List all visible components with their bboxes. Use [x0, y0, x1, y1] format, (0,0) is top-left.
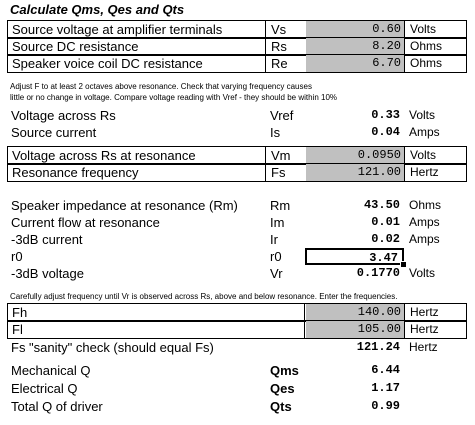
row-label: Voltage across Rs — [11, 108, 116, 123]
input-label: Speaker voice coil DC resistance — [12, 56, 203, 71]
row-label: Total Q of driver — [11, 399, 103, 414]
sheet-title: Calculate Qms, Qes and Qts — [10, 2, 185, 17]
row-symbol: Qts — [270, 399, 292, 414]
vs-input-cell[interactable]: 0.60 — [306, 21, 405, 38]
vref-value[interactable]: 0.33 — [371, 108, 400, 122]
ir-value[interactable]: 0.02 — [371, 232, 400, 246]
qts-value[interactable]: 0.99 — [371, 399, 400, 413]
sanity-value[interactable]: 121.24 — [356, 340, 400, 354]
input-label: Source voltage at amplifier terminals — [12, 22, 223, 37]
row-label: Source current — [11, 125, 97, 140]
row-symbol: Vref — [270, 108, 294, 123]
row-label: Mechanical Q — [11, 363, 91, 378]
q-row-qts — [7, 398, 465, 415]
calc-row-ir — [7, 231, 465, 248]
re-input-cell[interactable]: 6.70 — [306, 55, 405, 72]
row-symbol: Rm — [270, 198, 291, 213]
row-symbol: r0 — [270, 249, 282, 264]
row-symbol: Ir — [270, 232, 278, 247]
row-unit: Amps — [409, 232, 440, 246]
input-unit: Ohms — [410, 56, 443, 70]
instruction-note: little or no change in voltage. Compare voltage reading with Vref - they should be within 10% — [10, 93, 338, 102]
calc-row-rm — [7, 197, 465, 214]
rs-input-cell[interactable]: 8.20 — [306, 38, 405, 55]
input-symbol: Vm — [271, 148, 291, 163]
instruction-note: Adjust F to at least 2 octaves above resonance. Check that varying frequency causes — [10, 82, 312, 91]
q-row-qms — [7, 362, 465, 379]
qms-value[interactable]: 6.44 — [371, 363, 400, 377]
input-row-fs — [7, 163, 467, 182]
fh-input-cell[interactable]: 140.00 — [306, 304, 405, 321]
input-unit: Volts — [410, 148, 437, 162]
input-unit: Hertz — [410, 322, 439, 336]
qes-value[interactable]: 1.17 — [371, 381, 400, 395]
input-label: Fl — [12, 322, 23, 337]
input-symbol: Rs — [271, 39, 287, 54]
row-unit: Volts — [409, 266, 436, 280]
is-value[interactable]: 0.04 — [371, 125, 400, 139]
vm-input-cell[interactable]: 0.0950 — [306, 147, 405, 164]
input-label: Resonance frequency — [12, 165, 139, 180]
row-unit: Ohms — [409, 198, 442, 212]
row-label: Fs "sanity" check (should equal Fs) — [11, 340, 214, 355]
input-row-re — [7, 54, 467, 73]
instruction-note: Carefully adjust frequency until Vr is observed across Rs, above and below resonance. Enter the frequencies. — [10, 292, 398, 301]
fl-input-cell[interactable]: 105.00 — [306, 321, 405, 338]
r0-selected-cell[interactable]: 3.47 — [305, 248, 404, 265]
calc-row-sanity — [7, 339, 465, 356]
row-unit: Amps — [409, 125, 440, 139]
input-unit: Volts — [410, 22, 437, 36]
row-label: Speaker impedance at resonance (Rm) — [11, 198, 238, 213]
row-unit: Volts — [409, 108, 436, 122]
input-label: Fh — [12, 305, 28, 320]
fs-input-cell[interactable]: 121.00 — [306, 164, 405, 181]
calc-row-vr — [7, 265, 465, 282]
row-label: Electrical Q — [11, 381, 78, 396]
rm-value[interactable]: 43.50 — [363, 198, 400, 212]
im-value[interactable]: 0.01 — [371, 215, 400, 229]
calc-row-im — [7, 214, 465, 231]
row-unit: Amps — [409, 215, 440, 229]
calc-row-r0 — [7, 248, 465, 265]
row-label: -3dB current — [11, 232, 83, 247]
row-symbol: Qes — [270, 381, 295, 396]
row-symbol: Is — [270, 125, 281, 140]
calc-row-is — [7, 124, 465, 141]
input-symbol: Fs — [271, 165, 286, 180]
vr-value[interactable]: 0.1770 — [356, 266, 400, 280]
calc-row-vref — [7, 107, 465, 124]
row-label: -3dB voltage — [11, 266, 84, 281]
input-label: Voltage across Rs at resonance — [12, 148, 196, 163]
row-label: r0 — [11, 249, 23, 264]
input-unit: Hertz — [410, 165, 439, 179]
row-unit: Hertz — [409, 340, 438, 354]
input-symbol: Re — [271, 56, 288, 71]
row-symbol: Qms — [270, 363, 299, 378]
input-unit: Ohms — [410, 39, 443, 53]
row-label: Current flow at resonance — [11, 215, 160, 230]
input-unit: Hertz — [410, 305, 439, 319]
row-symbol: Vr — [270, 266, 283, 281]
q-row-qes — [7, 380, 465, 397]
input-label: Source DC resistance — [12, 39, 139, 54]
row-symbol: Im — [270, 215, 285, 230]
input-symbol: Vs — [271, 22, 287, 37]
input-row-fl — [7, 320, 467, 339]
